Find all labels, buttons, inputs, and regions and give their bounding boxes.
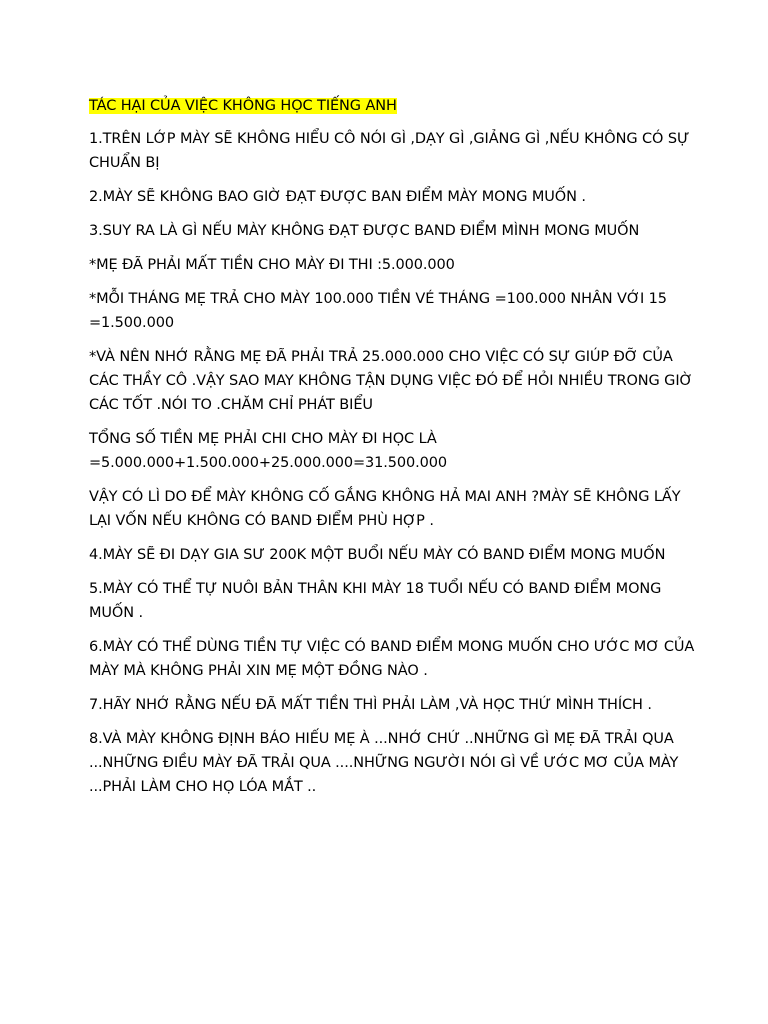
paragraph-7: 7.HÃY NHỚ RẰNG NẾU ĐÃ MẤT TIỀN THÌ PHẢI LÀM ,VÀ HỌC THỨ MÌNH THÍCH . [89,697,652,713]
paragraph-5: 5.MÀY CÓ THỂ TỰ NUÔI BẢN THÂN KHI MÀY 18 TUỔI NẾU CÓ BAND ĐIỂM MONG MUỐN . [89,581,662,621]
paragraph-tutoring-cost: *VÀ NÊN NHỚ RẰNG MẸ ĐÃ PHẢI TRẢ 25.000.000 CHO VIỆC CÓ SỰ GIÚP ĐỠ CỦA CÁC THẦY CÔ .VẬY SAO MAY KHÔNG TẬN DỤNG VIỆC ĐÓ ĐỂ HỎI NHIỀU TRONG GIỜ CÁC TỐT .NÓI TO .CHĂM CHỈ PHÁT BIỂU [89,349,693,413]
paragraph-2: 2.MÀY SẼ KHÔNG BAO GIỜ ĐẠT ĐƯỢC BAN ĐIỂM MÀY MONG MUỐN . [89,189,586,205]
document-title [89,94,698,118]
paragraph-exam-cost: *MẸ ĐÃ PHẢI MẤT TIỀN CHO MÀY ĐI THI :5.000.000 [89,257,455,273]
paragraph-monthly-ticket: *MỖI THÁNG MẸ TRẢ CHO MÀY 100.000 TIỀN VÉ THÁNG =100.000 NHÂN VỚI 15 =1.500.000 [89,291,667,331]
paragraph-total-cost: TỔNG SỐ TIỀN MẸ PHẢI CHI CHO MÀY ĐI HỌC LÀ =5.000.000+1.500.000+25.000.000=31.500.000 [89,431,448,471]
paragraph-6: 6.MÀY CÓ THỂ DÙNG TIỀN TỰ VIỆC CÓ BAND ĐIỂM MONG MUỐN CHO ƯỚC MƠ CỦA MÀY MÀ KHÔNG PHẢI XIN MẸ MỘT ĐỒNG NÀO . [89,639,695,679]
paragraph-3: 3.SUY RA LÀ GÌ NẾU MÀY KHÔNG ĐẠT ĐƯỢC BAND ĐIỂM MÌNH MONG MUỐN [89,223,640,239]
highlighted-title-text: TÁC HẠI CỦA VIỆC KHÔNG HỌC TIẾNG ANH [89,98,397,114]
paragraph-4: 4.MÀY SẼ ĐI DẠY GIA SƯ 200K MỘT BUỔI NẾU MÀY CÓ BAND ĐIỂM MONG MUỐN [89,547,666,563]
paragraph-8: 8.VÀ MÀY KHÔNG ĐỊNH BÁO HIẾU MẸ À ...NHỚ CHỨ ..NHỮNG GÌ MẸ ĐÃ TRẢI QUA ...NHỮNG ĐIỀU MÀY ĐÃ TRẢI QUA ....NHỮNG NGƯỜI NÓI GÌ VỀ ƯỚC MƠ CỦA MÀY ...PHẢI LÀM CHO HỌ LÓA MẮT .. [89,731,679,795]
paragraph-reason: VẬY CÓ LÌ DO ĐỂ MÀY KHÔNG CỐ GẮNG KHÔNG HẢ MAI ANH ?MÀY SẼ KHÔNG LẤY LẠI VỐN NẾU KHÔNG CÓ BAND ĐIỂM PHÙ HỢP . [89,489,681,529]
paragraph-1: 1.TRÊN LỚP MÀY SẼ KHÔNG HIỂU CÔ NÓI GÌ ,DẠY GÌ ,GIẢNG GÌ ,NẾU KHÔNG CÓ SỰ CHUẨN BỊ [89,131,690,171]
